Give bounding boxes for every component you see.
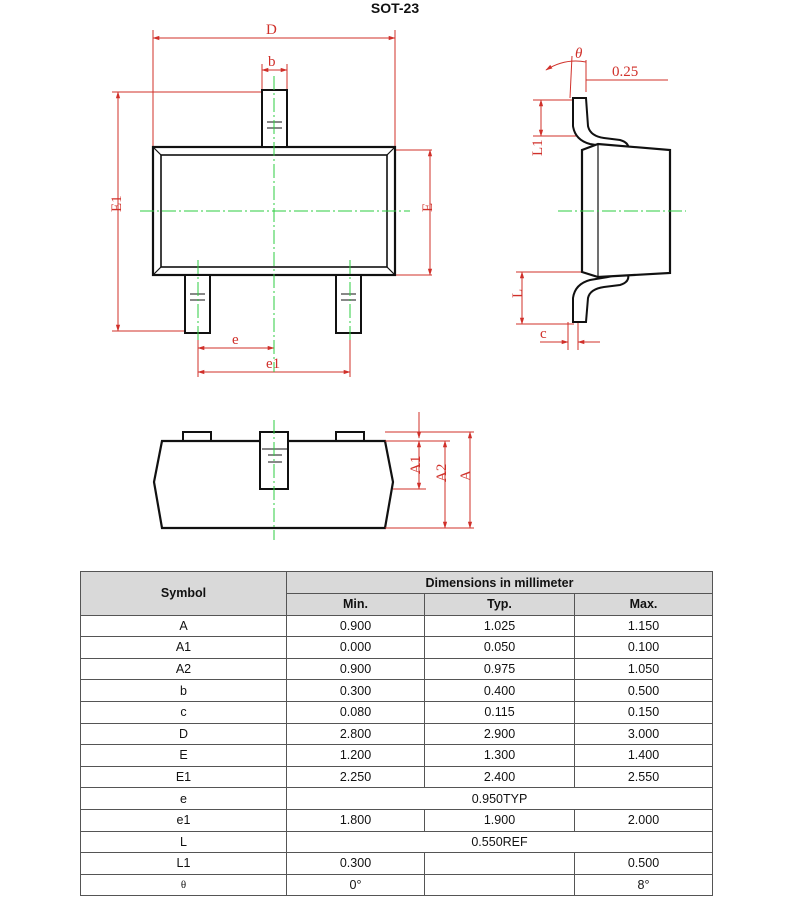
table-row [81, 745, 713, 767]
label-c: c [540, 326, 547, 342]
min-cell: 1.200 [287, 745, 425, 767]
typ-cell [425, 853, 575, 875]
symbol-cell: b [81, 680, 287, 702]
min-cell: 0.000 [287, 637, 425, 659]
package-title: SOT-23 [370, 0, 420, 16]
front-view-dimension-lines [385, 412, 474, 528]
typ-header: Typ. [425, 594, 575, 616]
symbol-cell: L [81, 831, 287, 853]
table-row [81, 658, 713, 680]
label-E: E [420, 202, 436, 212]
label-A: A [458, 470, 474, 481]
value-span-cell: 0.550REF [287, 831, 713, 853]
max-cell: 3.000 [575, 723, 713, 745]
typ-cell: 1.300 [425, 745, 575, 767]
table-row [81, 853, 713, 875]
side-view-body [573, 98, 670, 322]
typ-cell: 2.900 [425, 723, 575, 745]
table-row [81, 809, 713, 831]
min-cell: 0.900 [287, 658, 425, 680]
table-row [81, 701, 713, 723]
max-header: Max. [575, 594, 713, 616]
table-row [81, 637, 713, 659]
label-A2: A2 [434, 463, 450, 482]
symbol-cell: E [81, 745, 287, 767]
max-cell: 8° [575, 874, 713, 896]
typ-cell: 1.025 [425, 615, 575, 637]
symbol-cell: e1 [81, 809, 287, 831]
max-cell: 0.100 [575, 637, 713, 659]
typ-cell: 1.900 [425, 809, 575, 831]
typ-cell: 0.975 [425, 658, 575, 680]
typ-cell: 2.400 [425, 766, 575, 788]
min-cell: 0.300 [287, 853, 425, 875]
table-row [81, 615, 713, 637]
label-025: 0.25 [612, 64, 639, 80]
table-row [81, 723, 713, 745]
max-cell: 1.050 [575, 658, 713, 680]
symbol-cell: D [81, 723, 287, 745]
typ-cell: 0.115 [425, 701, 575, 723]
symbol-cell: A [81, 615, 287, 637]
min-cell: 0.300 [287, 680, 425, 702]
table-row [81, 680, 713, 702]
top-view [109, 22, 436, 377]
value-span-cell: 0.950TYP [287, 788, 713, 810]
label-e1: e1 [266, 356, 281, 372]
side-lead-top [573, 98, 628, 150]
min-cell: 2.250 [287, 766, 425, 788]
table-row [81, 766, 713, 788]
typ-cell [425, 874, 575, 896]
symbol-cell: θ [81, 874, 287, 896]
label-L1: L1 [530, 139, 546, 156]
min-header: Min. [287, 594, 425, 616]
label-E1: E1 [109, 195, 125, 212]
table-row [81, 874, 713, 896]
symbol-cell: c [81, 701, 287, 723]
side-lead-bottom [573, 274, 628, 322]
min-cell: 0.900 [287, 615, 425, 637]
top-view-extension-lines [112, 30, 432, 377]
min-cell: 1.800 [287, 809, 425, 831]
max-cell: 0.150 [575, 701, 713, 723]
table-body [81, 615, 713, 896]
max-cell: 1.400 [575, 745, 713, 767]
dimensions-table [80, 571, 713, 896]
label-D: D [266, 22, 277, 38]
max-cell: 2.000 [575, 809, 713, 831]
min-cell: 0.080 [287, 701, 425, 723]
min-cell: 0° [287, 874, 425, 896]
front-view [154, 412, 474, 540]
typ-cell: 0.050 [425, 637, 575, 659]
max-cell: 1.150 [575, 615, 713, 637]
dimensions-header: Dimensions in millimeter [287, 572, 713, 594]
table-row [81, 831, 713, 853]
symbol-cell: A2 [81, 658, 287, 680]
max-cell: 0.500 [575, 680, 713, 702]
label-theta: θ [575, 46, 583, 62]
label-e: e [232, 332, 239, 348]
symbol-header: Symbol [81, 572, 287, 616]
table-row [81, 788, 713, 810]
max-cell: 2.550 [575, 766, 713, 788]
dim-theta-arc [546, 61, 586, 70]
side-view [510, 46, 686, 350]
min-cell: 2.800 [287, 723, 425, 745]
max-cell: 0.500 [575, 853, 713, 875]
label-L: L [510, 288, 526, 298]
symbol-cell: e [81, 788, 287, 810]
lead-bottom-right [336, 275, 361, 333]
label-b: b [268, 54, 276, 70]
typ-cell: 0.400 [425, 680, 575, 702]
symbol-cell: A1 [81, 637, 287, 659]
label-A1: A1 [408, 455, 424, 474]
symbol-cell: E1 [81, 766, 287, 788]
symbol-cell: L1 [81, 853, 287, 875]
